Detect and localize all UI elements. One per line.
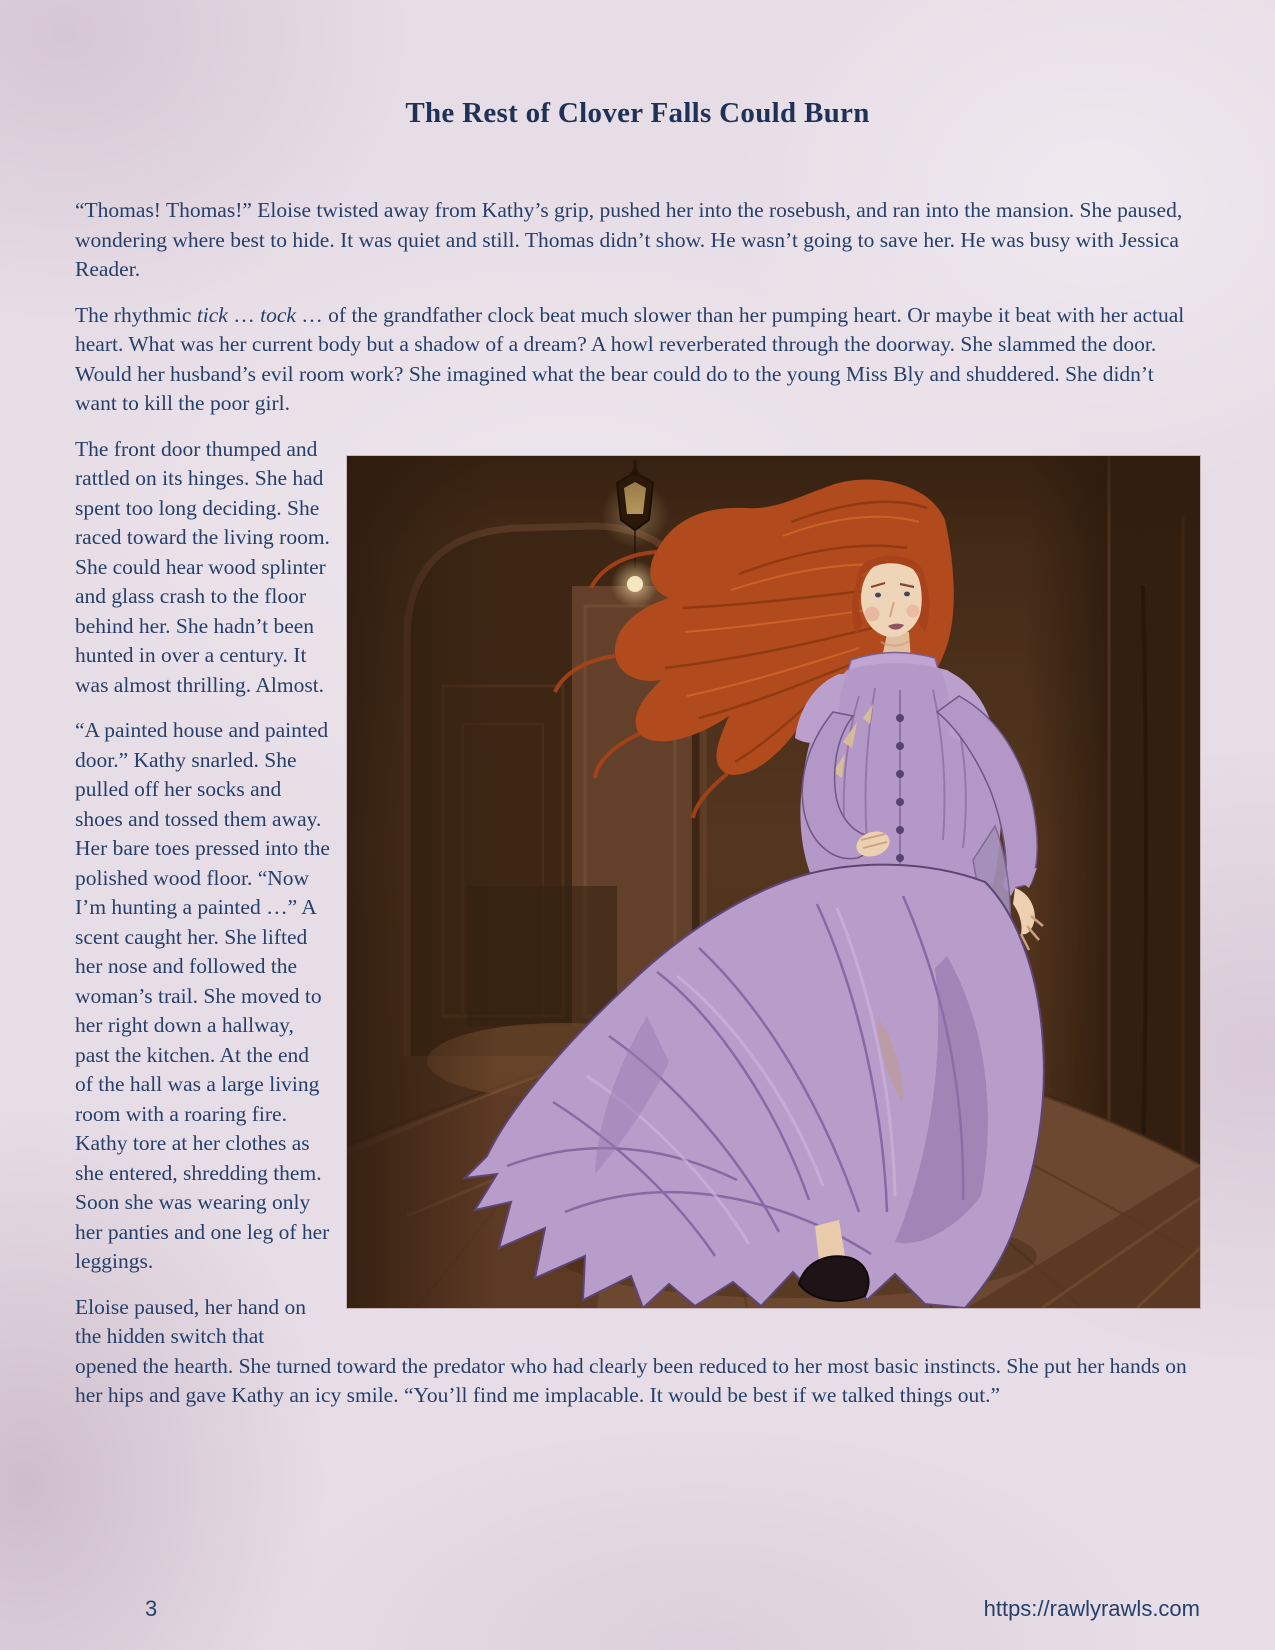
story-paragraph-4: “A painted house and painted door.” Kathy snarled. She pulled off her socks and shoes and tossed them away. Her bare toes pressed into the polished wood floor. “Now I’m hunting a painted …” A scent caught her. She lifted her nose and followed the woman’s trail. She moved to her right down a hallway, past the kitchen. At the end of the hall was a large living room with a roaring fire. Kathy tore at her clothes as she entered, shredding them. Soon she was wearing only her panties and one leg of her leggings. bbox=[75, 718, 330, 1273]
paragraph-2-text: … of the grandfather clock beat much slower than her pumping heart. Or maybe it beat with her actual heart. What was her current body but a shadow of a dream? A howl reverberated through the doorway. She slammed the door. Would her husband’s evil room work? She imagined what the bear could do to the young Miss Bly and shuddered. She didn’t want to kill the poor girl. bbox=[75, 302, 1185, 415]
story-illustration bbox=[347, 456, 1200, 1308]
story-paragraph-5: Eloise paused, her hand on the hidden switch that opened the hearth. She turned toward the predator who had clearly been reduced to her most basic instincts. She put her hands on her hips and gave Kathy an icy smile. “You’ll find me implacable. It would be best if we talked things out.” bbox=[75, 1294, 1187, 1407]
page-footer bbox=[75, 1596, 1200, 1622]
story-paragraph-1: “Thomas! Thomas!” Eloise twisted away from Kathy’s grip, pushed her into the rosebush, and ran into the mansion. She paused, wondering where best to hide. It was quiet and still. Thomas didn’t show. He wasn’t going to save her. He was busy with Jessica Reader. bbox=[75, 198, 1183, 281]
site-url[interactable]: https://rawlyrawls.com bbox=[983, 1596, 1200, 1621]
page-number: 3 bbox=[145, 1596, 158, 1621]
paragraph-2-text: The rhythmic bbox=[75, 302, 197, 327]
story-paragraph-3: The front door thumped and rattled on its hinges. She had spent too long deciding. She raced toward the living room. She could hear wood splinter and glass crash to the floor behind her. She hadn’t been hunted in over a century. It was almost thrilling. Almost. bbox=[75, 436, 330, 697]
paragraph-2-text: … bbox=[227, 302, 261, 327]
story-paragraph-2 bbox=[75, 301, 1200, 419]
italic-word-tock: tock bbox=[260, 302, 296, 327]
page-title: The Rest of Clover Falls Could Burn bbox=[405, 97, 870, 129]
italic-word-tick: tick bbox=[196, 302, 228, 327]
